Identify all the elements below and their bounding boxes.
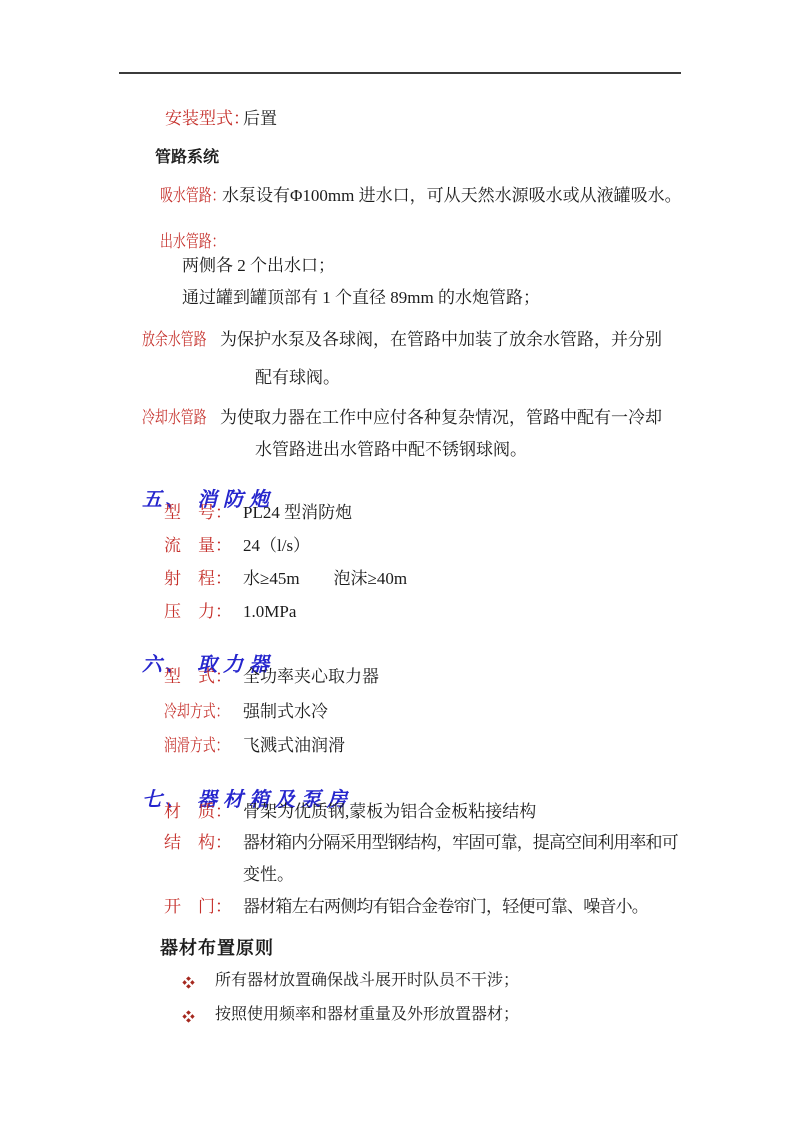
section-7-heading <box>122 764 353 836</box>
range-value: 水≥45m 泡沫≥40m <box>243 569 408 588</box>
cooling-pipe-label: 冷却水管路 <box>142 408 207 427</box>
material-label: 材 质： <box>164 802 232 821</box>
material-value: 骨架为优质钢,蒙板为铝合金板粘接结构 <box>243 802 537 821</box>
pto-type-label: 型 式： <box>164 667 232 686</box>
pressure-value: 1.0MPa <box>243 602 297 621</box>
diamond-bullet-icon <box>182 1008 195 1030</box>
section-6-heading <box>122 629 275 701</box>
model-value: PL24 型消防炮 <box>243 503 353 522</box>
cooling-method-label: 冷却方式： <box>164 702 229 721</box>
install-type-value: 后置 <box>243 109 277 128</box>
pto-type-value: 全功率夹心取力器 <box>243 667 379 686</box>
flow-value: 24（l/s） <box>243 536 311 555</box>
cooling-pipe-line2: 水管路进出水管路中配不锈钢球阀。 <box>255 440 527 459</box>
doors-label: 开 门： <box>164 897 232 916</box>
section-6-number: 六、 <box>142 654 188 676</box>
doors-value: 器材箱左右两侧均有铝合金卷帘门，轻便可靠、噪音小。 <box>243 897 648 916</box>
drain-pipe-line1: 为保护水泵及各球阀，在管路中加装了放余水管路，并分别 <box>220 330 662 349</box>
diamond-bullet-icon <box>182 974 195 996</box>
section-7-title: 器材箱及泵房 <box>197 789 353 811</box>
cooling-method-value: 强制式水冷 <box>243 702 328 721</box>
principle-text: 按照使用频率和器材重量及外形放置器材； <box>215 1006 520 1023</box>
section-5-heading <box>122 464 275 536</box>
discharge-pipe-label: 出水管路： <box>160 232 225 251</box>
header-rule-line <box>119 72 681 74</box>
lubrication-value: 飞溅式油润滑 <box>243 736 345 755</box>
section-7-number: 七、 <box>142 789 188 811</box>
equipment-layout-title: 器材布置原则 <box>160 938 274 958</box>
discharge-pipe-row <box>0 231 225 297</box>
piping-system-title: 管路系统 <box>155 149 220 166</box>
section-6-title: 取力器 <box>197 654 275 676</box>
range-label: 射 程： <box>164 569 232 588</box>
discharge-pipe-line1: 两侧各 2 个出水口； <box>182 256 335 275</box>
install-type-label: 安装型式： <box>165 109 250 128</box>
flow-label: 流 量： <box>164 536 232 555</box>
drain-pipe-label: 放余水管路 <box>142 330 207 349</box>
discharge-pipe-line2: 通过罐到罐顶部有 1 个直径 89mm 的水炮管路； <box>182 288 540 307</box>
model-label: 型 号： <box>164 503 232 522</box>
pressure-label: 压 力： <box>164 602 232 621</box>
structure-label: 结 构： <box>164 833 232 852</box>
principle-text: 所有器材放置确保战斗展开时队员不干涉； <box>215 972 520 989</box>
suction-pipe-label: 吸水管路： <box>160 186 225 205</box>
cooling-pipe-line1: 为使取力器在工作中应付各种复杂情况，管路中配有一冷却 <box>220 408 662 427</box>
structure-value-line2: 变性。 <box>243 865 294 884</box>
suction-pipe-text: 水泵设有Φ100mm 进水口，可从天然水源吸水或从液罐吸水。 <box>222 186 682 205</box>
lubrication-label: 润滑方式： <box>164 736 229 755</box>
section-5-number: 五、 <box>142 489 188 511</box>
structure-value: 器材箱内分隔采用型钢结构，牢固可靠，提高空间利用率和可 <box>243 833 678 852</box>
drain-pipe-line2: 配有球阀。 <box>255 368 340 387</box>
section-5-title: 消防炮 <box>197 489 275 511</box>
